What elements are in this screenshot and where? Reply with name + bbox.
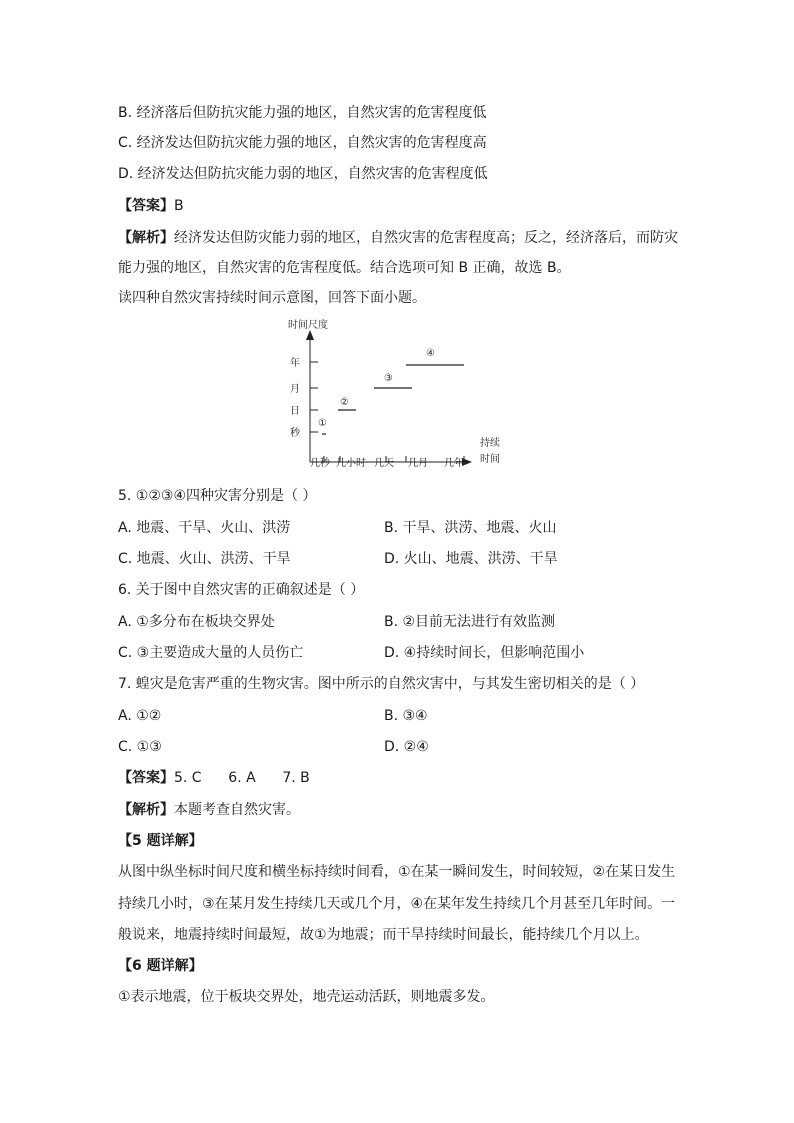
q5-option-b: B. 干旱、洪涝、地震、火山 — [384, 520, 557, 536]
option-c-line: C. 经济发达但防抗灾能力强的地区，自然灾害的危害程度高 — [118, 135, 487, 151]
option-b-line: B. 经济落后但防抗灾能力强的地区，自然灾害的危害程度低 — [118, 105, 487, 121]
answer-label: 【答案】 — [118, 198, 174, 214]
analysis-label: 【解析】 — [118, 230, 174, 246]
y-axis-title: 时间尺度 — [288, 320, 328, 331]
q5-detail-line-1: 从图中纵坐标时间尺度和横坐标持续时间看，①在某一瞬间发生，时间较短，②在某日发生 — [118, 864, 676, 880]
analysis-line — [118, 800, 300, 820]
marker-2: ② — [340, 397, 349, 408]
answers-value: 5. C 6. A 7. B — [174, 770, 310, 786]
q6-detail-heading: 【6 题详解】 — [118, 958, 203, 974]
y-tick-label-second: 秒 — [290, 428, 300, 439]
analysis-line-1 — [118, 228, 678, 248]
x-tick-label-years: 几年 — [444, 458, 464, 468]
intro-line: 读四种自然灾害持续时间示意图，回答下面小题。 — [118, 290, 426, 306]
answer-line-1 — [118, 196, 184, 216]
x-axis-title-2: 时间 — [480, 454, 500, 465]
q6-option-c: C. ③主要造成大量的人员伤亡 — [118, 645, 304, 661]
q5-option-a: A. 地震、干旱、火山、洪涝 — [118, 520, 291, 536]
analysis-label-2: 【解析】 — [118, 802, 174, 818]
y-tick-label-year: 年 — [290, 358, 300, 369]
q7-option-b: B. ③④ — [384, 708, 428, 724]
q5-detail-line-2: 持续几小时，③在某月发生持续几天或几个月，④在某年发生持续几个月甚至几年时间。一 — [118, 896, 676, 912]
answer-value: B — [174, 198, 184, 214]
x-axis-title-1: 持续 — [480, 438, 500, 449]
disaster-duration-figure — [280, 316, 510, 468]
option-d-line: D. 经济发达但防抗灾能力弱的地区，自然灾害的危害程度低 — [118, 166, 488, 182]
answers-line — [118, 768, 310, 788]
q5-detail-heading: 【5 题详解】 — [118, 833, 203, 849]
analysis-text: 经济发达但防灾能力弱的地区，自然灾害的危害程度高；反之，经济落后，而防灾 — [174, 230, 678, 246]
q6-stem: 6. 关于图中自然灾害的正确叙述是（ ） — [118, 582, 365, 598]
q5-detail-line-3: 般说来，地震持续时间最短，故①为地震；而干旱持续时间最长，能持续几个月以上。 — [118, 927, 649, 943]
y-tick-label-month: 月 — [290, 384, 300, 395]
marker-4: ④ — [426, 348, 435, 359]
q5-stem: 5. ①②③④四种灾害分别是（ ） — [118, 488, 317, 504]
q7-option-d: D. ②④ — [384, 739, 429, 755]
y-tick-label-day: 日 — [290, 406, 300, 417]
marker-1: ① — [318, 418, 327, 429]
q7-option-a: A. ①② — [118, 708, 162, 724]
q6-detail-line-1: ①表示地震，位于板块交界处，地壳运动活跃，则地震多发。 — [118, 989, 495, 1005]
q5-option-c: C. 地震、火山、洪涝、干旱 — [118, 551, 291, 567]
q7-option-c: C. ①③ — [118, 739, 162, 755]
x-tick-label-months: 几月 — [408, 458, 428, 468]
q6-option-a: A. ①多分布在板块交界处 — [118, 614, 275, 630]
x-tick-label-seconds: 几秒 — [310, 458, 330, 468]
marker-3: ③ — [384, 373, 393, 384]
x-tick-label-days: 几天 — [374, 458, 394, 468]
q7-stem: 7. 蝗灾是危害严重的生物灾害。图中所示的自然灾害中，与其发生密切相关的是（ ） — [118, 676, 645, 692]
q5-option-d: D. 火山、地震、洪涝、干旱 — [384, 551, 558, 567]
y-axis-arrow — [306, 330, 314, 340]
answers-label: 【答案】 — [118, 770, 174, 786]
q6-option-b: B. ②目前无法进行有效监测 — [384, 614, 556, 630]
analysis-text-2: 本题考查自然灾害。 — [174, 802, 300, 818]
analysis-line-2: 能力强的地区，自然灾害的危害程度低。结合选项可知 B 正确，故选 B。 — [118, 260, 571, 276]
x-tick-label-hours: 几小时 — [336, 458, 366, 468]
q6-option-d: D. ④持续时间长，但影响范围小 — [384, 645, 585, 661]
